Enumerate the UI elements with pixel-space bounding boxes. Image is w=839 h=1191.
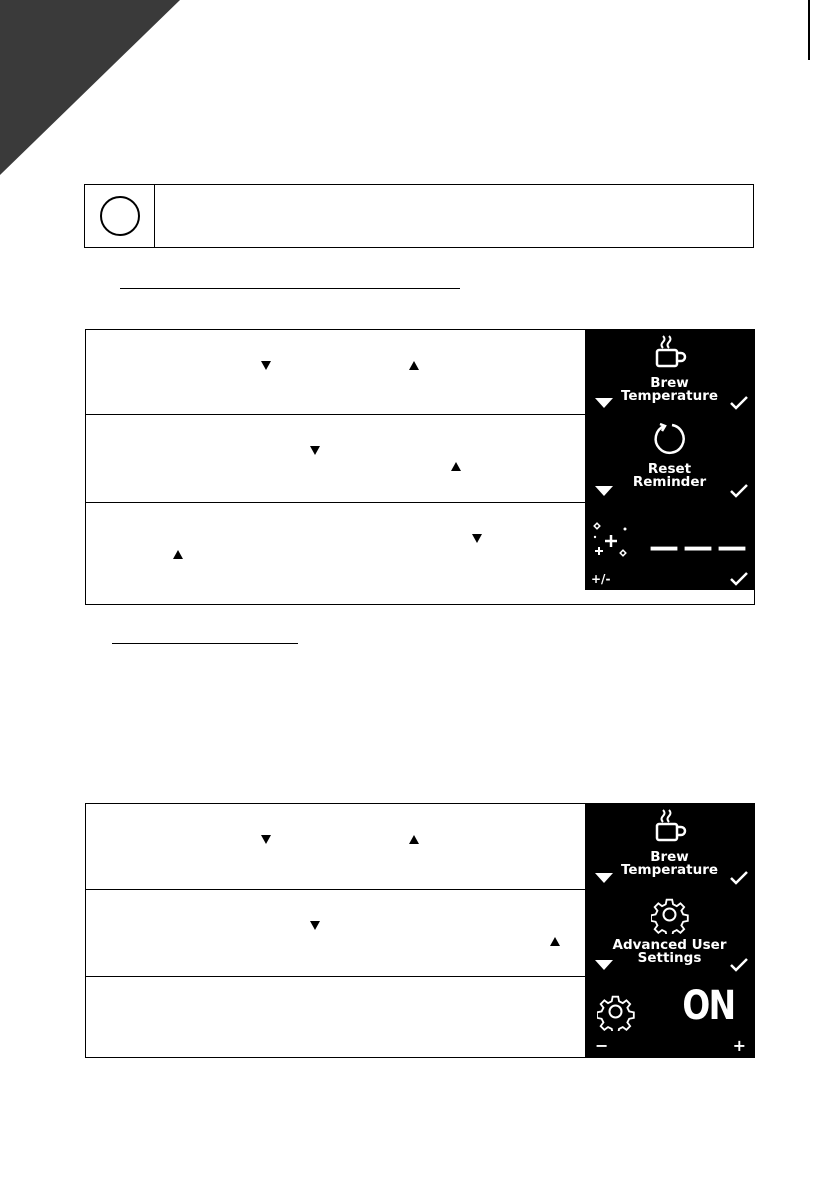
- reset-circle-icon: [652, 421, 688, 457]
- corner-tab: [0, 0, 180, 175]
- sparkle-icon: [591, 521, 631, 561]
- step-text-cell: [86, 804, 584, 889]
- down-arrow-icon: [261, 835, 271, 844]
- display-screen-reset-reminder: [585, 415, 754, 502]
- plus-minus-label: +/-: [591, 572, 611, 586]
- up-arrow-icon: [409, 361, 419, 370]
- screen-label-line-1: Brew: [650, 849, 689, 865]
- table-row: [86, 415, 754, 503]
- coffee-cup-icon: [653, 808, 687, 844]
- gear-icon: [597, 993, 635, 1031]
- screen-label-line-1: Brew: [650, 375, 689, 391]
- table-row: [86, 503, 754, 604]
- step-text-cell: [86, 890, 584, 976]
- step-text-cell: [86, 977, 584, 1057]
- check-icon: [730, 396, 748, 410]
- screen-label-line-1: Advanced User: [612, 937, 727, 953]
- down-arrow-icon: [472, 534, 482, 543]
- up-arrow-icon: [451, 462, 461, 471]
- screen-label-line-2: Temperature: [620, 388, 719, 404]
- down-arrow-icon: [310, 446, 320, 455]
- nav-down-icon: [595, 873, 613, 883]
- info-circle-icon: [100, 196, 140, 236]
- display-screen-brew-temperature: [585, 804, 754, 889]
- up-arrow-icon: [550, 937, 560, 946]
- nav-down-icon: [595, 398, 613, 408]
- page-edge-line: [808, 0, 810, 60]
- check-icon: [730, 484, 748, 498]
- step-text-cell: [86, 330, 584, 414]
- check-icon: [730, 572, 748, 586]
- coffee-cup-icon: [653, 334, 687, 370]
- note-icon-cell: [85, 185, 155, 247]
- down-arrow-icon: [310, 921, 320, 930]
- minus-label: −: [595, 1036, 609, 1055]
- display-screen-advanced-user-settings: [585, 890, 754, 976]
- display-screen-descaling: [585, 503, 754, 590]
- note-box: [84, 184, 754, 248]
- plus-label: +: [732, 1036, 746, 1055]
- check-icon: [730, 871, 748, 885]
- screen-label-line-2: Temperature: [620, 862, 719, 878]
- table-row: [86, 890, 754, 977]
- gear-icon: [651, 896, 689, 934]
- step-text-cell: [86, 503, 584, 604]
- section-heading-underline: [120, 288, 460, 289]
- up-arrow-icon: [173, 550, 183, 559]
- check-icon: [730, 958, 748, 972]
- setting-value: ON: [681, 983, 734, 1029]
- up-arrow-icon: [409, 835, 419, 844]
- screen-label-line-2: Settings: [637, 950, 702, 966]
- display-screen-advanced-on: [585, 977, 754, 1057]
- table-row: [86, 330, 754, 415]
- steps-table-2: [85, 803, 755, 1058]
- nav-down-icon: [595, 486, 613, 496]
- display-screen-brew-temperature: [585, 330, 754, 414]
- steps-table-1: [85, 329, 755, 605]
- nav-down-icon: [595, 960, 613, 970]
- screen-label-line-2: Reminder: [632, 474, 707, 490]
- screen-label-line-1: Reset: [647, 461, 692, 477]
- table-row: [86, 977, 754, 1057]
- table-row: [86, 804, 754, 890]
- down-arrow-icon: [261, 361, 271, 370]
- section-heading-underline: [112, 643, 298, 644]
- step-text-cell: [86, 415, 584, 502]
- value-display: ———: [649, 530, 751, 565]
